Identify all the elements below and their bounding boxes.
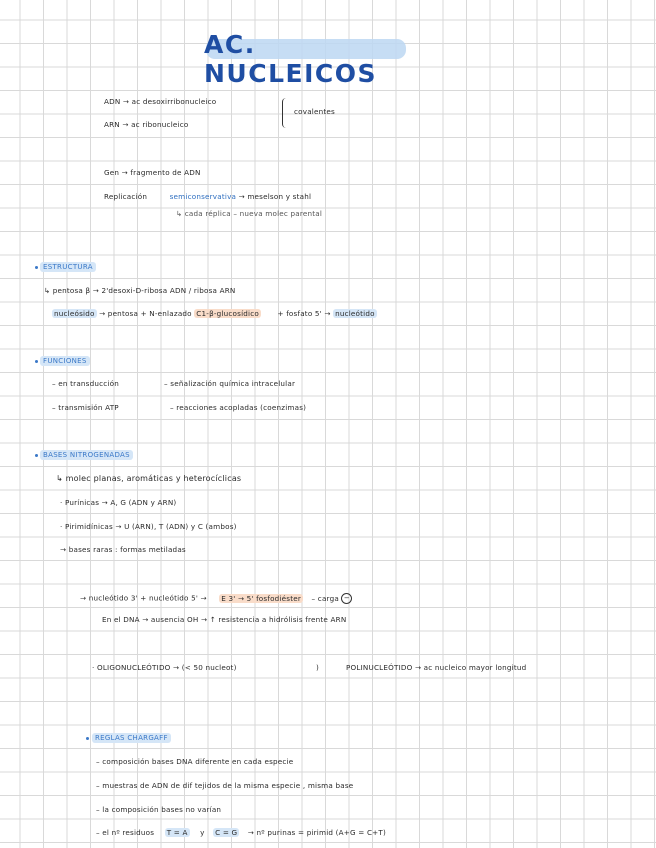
oligo-line: · OLIGONUCLEÓTIDO → (< 50 nucleot) <box>92 663 237 672</box>
bullet-dot <box>86 737 89 740</box>
separator: ) <box>316 663 320 672</box>
brace <box>282 98 291 128</box>
estructura-line2-b: → pentosa + N-enlazado <box>99 309 192 318</box>
replicacion-line <box>104 192 311 202</box>
rule4-ta: T = A <box>166 828 188 837</box>
adn-line: ADN → ac desoxirribonucleico <box>104 97 217 106</box>
chargaff-rule1: – composición bases DNA diferente en cada especie <box>96 757 294 766</box>
page-title-text: AC. NUCLEICOS <box>204 30 377 88</box>
page-title <box>196 30 414 88</box>
enlace-note: En el DNA → ausencia OH → ↑ resistencia a hidrólisis frente ARN <box>102 615 347 624</box>
enlace-line <box>80 593 352 604</box>
funciones-item1b: – señalización química intracelular <box>164 379 296 388</box>
fosfodiester-term: E 3' → 5' fosfodiéster <box>221 593 302 603</box>
bullet-dot <box>35 454 38 457</box>
replicacion-term: semiconservativa <box>169 192 237 201</box>
bases-raras: → bases raras : formas metiladas <box>60 545 186 554</box>
enlace-a: → nucleótido 3' + nucleótido 5' → <box>80 593 207 603</box>
poli-line: POLINUCLEÓTIDO → ac nucleico mayor longitud <box>346 663 527 672</box>
replicacion-rest: → meselson y stahl <box>238 192 312 201</box>
section-chargaff: REGLAS CHARGAFF <box>92 733 171 743</box>
section-estructura: ESTRUCTURA <box>40 262 96 272</box>
bases-purinicas: · Purínicas → A, G (ADN y ARN) <box>60 498 177 507</box>
chargaff-rule3: – la composición bases no varían <box>96 805 222 814</box>
covalentes-note: covalentes <box>294 107 335 116</box>
rule4-e: → nº purinas = pirimid (A+G = C+T) <box>247 828 386 837</box>
replicacion-note: ↳ cada réplica – nueva molec parental <box>176 209 323 218</box>
glucosidico-term: C1-β-glucosídico <box>196 309 259 318</box>
estructura-line2 <box>52 309 377 319</box>
gen-line: Gen → fragmento de ADN <box>104 168 201 177</box>
replicacion-label: Replicación <box>104 192 148 201</box>
estructura-line1: ↳ pentosa β → 2'desoxi-D-ribosa ADN / ribosa ARN <box>44 286 236 295</box>
rule4-c: y <box>200 828 205 837</box>
rule4-a: – el nº residuos <box>96 828 155 837</box>
estructura-line2-d: + fosfato 5' → <box>277 309 331 318</box>
bases-intro: ↳ molec planas, aromáticas y heterocíclicas <box>56 474 242 483</box>
funciones-item1: – en transducción <box>52 379 119 388</box>
negative-charge-icon: − <box>341 593 352 604</box>
nucleotido-term: nucleótido <box>335 309 375 318</box>
bullet-dot <box>35 266 38 269</box>
enlace-c: – carga <box>311 593 339 603</box>
funciones-item2b: – reacciones acopladas (coenzimas) <box>170 403 307 412</box>
nucleosido-term: nucleósido <box>54 309 95 318</box>
arn-line: ARN → ac ribonucleico <box>104 120 189 129</box>
funciones-item2: – transmisión ATP <box>52 403 119 412</box>
section-bases: BASES NITROGENADAS <box>40 450 133 460</box>
chargaff-rule4 <box>96 828 386 838</box>
rule4-cg: C = G <box>215 828 238 837</box>
chargaff-rule2: – muestras de ADN de dif tejidos de la misma especie , misma base <box>96 781 354 790</box>
section-funciones: FUNCIONES <box>40 356 90 366</box>
bases-pirimidinicas: · Pirimidínicas → U (ARN), T (ADN) y C (ambos) <box>60 522 237 531</box>
bullet-dot <box>35 360 38 363</box>
